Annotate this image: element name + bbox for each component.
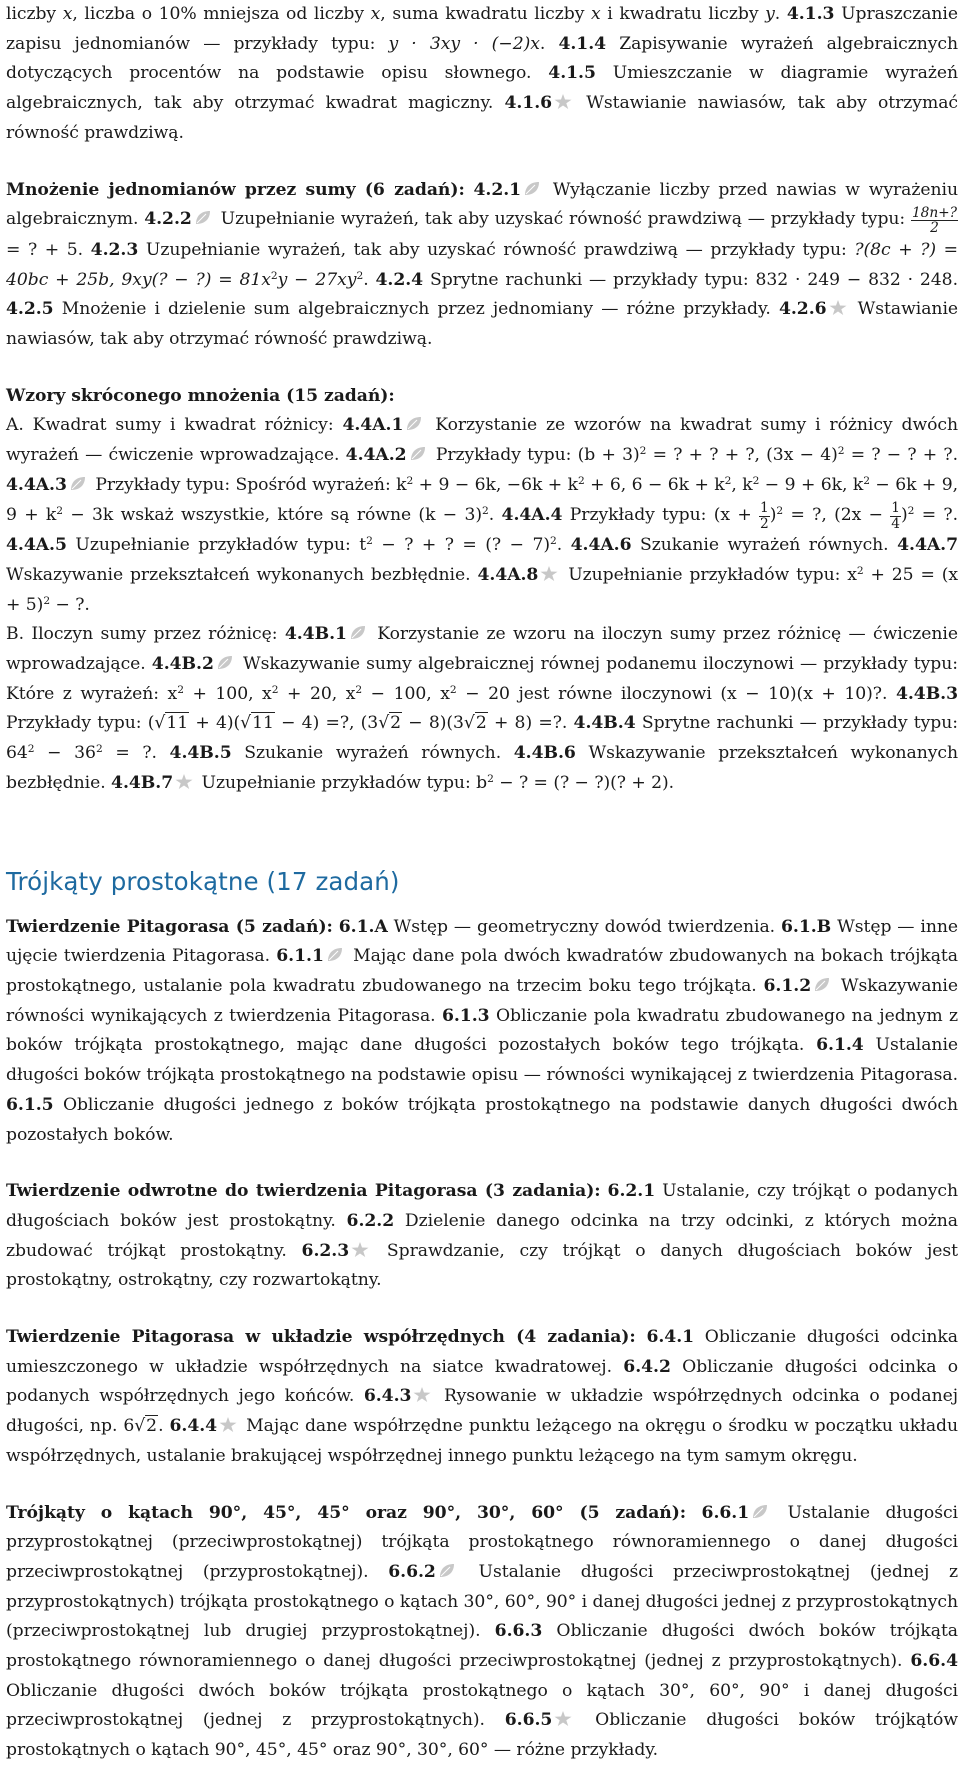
math-expression: − 100, x — [362, 683, 450, 704]
math-expression: − ? = (? − ?)(? + 2). — [493, 772, 675, 793]
task-code[interactable]: 4.1.6 — [504, 93, 553, 114]
sqrt: √2 — [134, 1416, 158, 1437]
math-expression: ?(8c + ?) = 40bc + 25b, 9xy(? − ?) = 81x — [6, 239, 958, 290]
leaf-icon — [523, 181, 541, 196]
star-icon — [413, 1387, 431, 1402]
leaf-icon — [326, 947, 344, 962]
text: i kwadratu liczby — [600, 4, 766, 24]
task-text: Wskazywanie przekształceń wykonanych bezbłędnie. — [6, 564, 478, 585]
task-text: Ustalanie, czy trójkąt o podanych długościach boków jest prostokątny. — [6, 1181, 958, 1231]
task-text: Ustalanie długości przyprostokątnej (przeciwprostokątnej) trójkąta prostokątnego równoramiennego o danej długości przeciwprostokątnej (przyprostokątnej). — [6, 1502, 958, 1582]
task-code[interactable]: 4.4A.5 — [6, 535, 67, 556]
task-text: Mając dane współrzędne punktu leżącego na okręgu o środku w początku układu współrzędnych, ustalanie brakującej współrzędnej innego punktu leżącego na tym samym okręgu. — [6, 1416, 958, 1466]
fraction-denominator: 2 — [760, 515, 769, 532]
task-code[interactable]: 4.2.4 — [375, 269, 424, 290]
task-code[interactable]: 4.1.5 — [548, 63, 596, 84]
task-text: Korzystanie ze wzorów na kwadrat sumy i różnicy dwóch wyrażeń — ćwiczenie wprowadzające. — [6, 415, 959, 466]
section-heading: Wzory skróconego mnożenia (15 zadań): — [6, 385, 395, 406]
math-expression: + 9 − 6k, −6k + k — [413, 474, 578, 495]
task-text: Rysowanie w układzie współrzędnych odcinka o podanej długości, np. 6 — [6, 1386, 958, 1437]
document-page — [6, 0, 958, 1766]
task-text: Zapisywanie wyrażeń algebraicznych dotyczących procentów na podstawie opisu słownego. — [6, 33, 959, 84]
task-code[interactable]: 6.4.2 — [623, 1356, 671, 1377]
task-code[interactable]: 6.2.3 — [301, 1240, 350, 1261]
task-code[interactable]: 6.1.B — [780, 916, 832, 937]
task-code[interactable]: 4.4B.3 — [895, 683, 959, 704]
leaf-icon — [194, 210, 212, 225]
task-code[interactable]: 6.2.2 — [346, 1210, 395, 1231]
text: . — [158, 1416, 170, 1437]
math-expression: ) — [769, 504, 777, 525]
text: . — [539, 33, 559, 54]
task-text: Uzupełnianie przykładów typu: b — [196, 772, 488, 793]
task-code[interactable]: 4.4A.6 — [570, 535, 632, 556]
section-heading: Twierdzenie Pitagorasa w układzie współrzędnych (4 zadania): — [6, 1327, 636, 1348]
text: . — [556, 535, 571, 556]
task-code[interactable]: 4.2.2 — [144, 209, 192, 230]
math-expression: + 6, 6 − 6k + k — [584, 474, 725, 495]
var-x: x — [62, 4, 73, 24]
task-text: Wskazywanie sumy algebraicznej równej podanemu iloczynowi — przykłady typu: Które z wyrażeń: x — [6, 654, 958, 704]
sqrt: √2 — [463, 713, 487, 734]
leaf-icon — [438, 1563, 456, 1578]
fraction — [890, 501, 901, 531]
task-code[interactable]: 6.1.2 — [763, 975, 812, 996]
task-code[interactable]: 6.1.1 — [276, 946, 324, 967]
math-expression: + 100, x — [183, 683, 272, 704]
task-text: Sprytne rachunki — przykłady typu: 832 · 249 − 832 · 248. — [423, 269, 958, 290]
paragraph-mnozenie-jednomianow: Mnożenie jednomianów przez sumy (6 zadań): 4.2.1 Wyłączanie liczby przed nawias w wyrażeniu algebraicznym. 4.2.2 Uzupełnianie wyrażeń, tak aby uzyskać równość prawdziwą — przykłady typu: $\frac{18n+?}{2}$ = ? + 5. 4.2.3 Uzupełnianie wyrażeń, tak aby uzyskać równość prawdziwą — przykłady typu: ?(8c + ?) = 40bc + 25b, 9xy(? − ?) = $81x^2y - 27xy^2$. 4.2.4 Sprytne rachunki — przykłady typu: 832 · 249 − 832 · 248. 4.2.5 Mnożenie i dzielenie sum algebraicznych przez jednomiany — różne przykłady. 4.2.6 Wstawianie nawiasów, tak aby otrzymać równość prawdziwą. — [6, 179, 959, 350]
sqrt: √11 — [240, 713, 274, 734]
sqrt-radicand: 2 — [475, 713, 487, 734]
subsection-label: A. Kwadrat sumy i kwadrat różnicy: — [6, 415, 343, 436]
math-expression: + 4)( — [189, 713, 241, 734]
task-code[interactable]: 4.4A.4 — [501, 504, 563, 525]
paragraph-twierdzenie-odwrotne — [6, 1177, 958, 1296]
task-text: Wstawianie nawiasów, tak aby otrzymać równość prawdziwą. — [6, 299, 959, 350]
task-code[interactable]: 4.4A.7 — [897, 535, 958, 556]
task-text: Szukanie wyrażeń równych. — [231, 743, 514, 764]
task-text: Uzupełnianie przykładów typu: x — [561, 564, 857, 585]
task-text: Wskazywanie przekształceń wykonanych bezbłędnie. — [6, 743, 958, 793]
sqrt-radicand: 11 — [252, 713, 274, 734]
task-code[interactable]: 4.4A.2 — [345, 445, 407, 466]
task-code[interactable]: 4.4B.6 — [513, 743, 576, 764]
leaf-icon — [813, 977, 831, 992]
math-expression: = ?. — [102, 743, 170, 764]
task-text: Sprawdzanie, czy trójkąt o danych długościach boków jest prostokątny, ostrokątny, czy rozwartokątny. — [6, 1240, 958, 1291]
sqrt-radicand: 11 — [166, 713, 189, 734]
task-code[interactable]: 4.4B.1 — [284, 624, 347, 645]
task-code[interactable]: 6.6.2 — [388, 1561, 436, 1582]
paragraph-twierdzenie-pitagorasa — [6, 913, 958, 1151]
task-code[interactable]: 6.6.4 — [910, 1651, 958, 1672]
fraction-numerator: 18n+? — [911, 205, 957, 222]
task-code[interactable]: 6.1.A — [338, 916, 388, 937]
leaf-icon — [349, 625, 367, 640]
task-code[interactable]: 4.4B.7 — [111, 772, 174, 793]
math-expression: + 8) =?. — [487, 713, 574, 734]
task-text: Wstawianie nawiasów, tak aby otrzymać równość prawdziwą. — [6, 93, 958, 143]
sqrt: √11 — [154, 713, 189, 734]
chapter-title: Trójkąty prostokątne (17 zadań) — [6, 866, 400, 896]
task-code[interactable]: 6.6.1 — [701, 1502, 750, 1523]
text: , suma kwadratu liczby — [380, 4, 591, 24]
task-text: Przykłady typu: (x + — [562, 504, 760, 525]
task-text: Obliczanie pola kwadratu zbudowanego na jednym z boków trójkąta prostokątnego, mając dane długości pozostałych boków tego trójkąta. — [6, 1005, 958, 1056]
task-code[interactable]: 6.1.3 — [441, 1005, 490, 1026]
math-expression: = ?. — [914, 504, 958, 525]
subsection-label: B. Iloczyn sumy przez różnicę: — [6, 624, 285, 645]
task-text: Wskazywanie równości wynikających z twierdzenia Pitagorasa. — [6, 975, 958, 1026]
math-expression: − 4) =?, (3 — [274, 713, 379, 734]
task-code[interactable]: 6.4.3 — [363, 1386, 412, 1407]
star-icon — [829, 300, 847, 315]
task-text: Wstęp — inne ujęcie twierdzenia Pitagorasa. — [6, 916, 958, 967]
star-icon — [219, 1417, 237, 1432]
task-text: Uzupełnianie wyrażeń, tak aby uzyskać równość prawdziwą — przykłady typu: — [138, 239, 855, 260]
text: . — [774, 4, 787, 24]
math-expression: − 20 jest równe iloczynowi (x − 10)(x + 10)?. — [456, 683, 896, 704]
task-code[interactable]: 4.2.5 — [6, 299, 54, 320]
task-code[interactable]: 4.1.4 — [558, 33, 607, 54]
var-x: x — [370, 4, 381, 24]
task-code[interactable]: 6.6.5 — [504, 1710, 553, 1731]
task-text: Przykłady typu: ( — [6, 713, 155, 734]
math-expression: , k — [731, 474, 753, 495]
math-expression: y − 27xy — [277, 269, 357, 290]
task-text: Wyłączanie liczby przed nawias w wyrażeniu algebraicznym. — [6, 179, 958, 230]
var-x: x — [590, 4, 601, 24]
task-text: Sprytne rachunki — przykłady typu: 64 — [6, 713, 958, 764]
math-expression: = ? + 5. — [6, 239, 91, 260]
leaf-icon — [405, 416, 423, 431]
task-code[interactable]: 6.2.1 — [607, 1181, 656, 1202]
task-text: Obliczanie długości jednego z boków trójkąta prostokątnego na podstawie danych długości dwóch pozostałych boków. — [6, 1094, 958, 1145]
math-expression: = ? − ? + ?. — [844, 445, 959, 466]
paragraph-uklad-wspolrzednych — [6, 1323, 958, 1472]
task-text: Szukanie wyrażeń równych. — [631, 535, 898, 556]
math-expression: = ? + ? + ?, (3x − 4) — [646, 445, 838, 466]
task-text: Umieszczanie w diagramie wyrażeń algebraicznych, tak aby otrzymać kwadrat magiczny. — [6, 63, 958, 114]
math-expression: y · 3xy · (−2)x — [388, 33, 540, 54]
math-expression: − 9 + 6k, k — [759, 474, 864, 495]
task-text: Korzystanie ze wzoru na iloczyn sumy przez różnicę — ćwiczenie wprowadzające. — [6, 624, 958, 675]
task-text: Ustalanie długości boków trójkąta prostokątnego na podstawie opisu — równości wynikającej z twierdzenia Pitagorasa. — [6, 1035, 959, 1086]
task-code[interactable]: 6.1.5 — [6, 1094, 54, 1115]
math-expression: + 25 = (x + 5) — [6, 564, 958, 615]
task-code[interactable]: 6.4.4 — [169, 1416, 218, 1437]
star-icon — [554, 94, 572, 109]
text: liczby — [6, 4, 63, 24]
task-text: Dzielenie danego odcinka na trzy odcinki, z których można zbudować trójkąt prostokątny. — [6, 1210, 958, 1261]
star-icon — [175, 774, 193, 789]
star-icon — [554, 1711, 572, 1726]
math-expression: ) — [901, 504, 908, 525]
fraction-denominator: 2 — [930, 220, 939, 237]
paragraph-jednomiany — [6, 0, 958, 149]
section-heading: Trójkąty o kątach 90°, 45°, 45° oraz 90°, 30°, 60° (5 zadań): — [6, 1502, 687, 1523]
task-code[interactable]: 4.4A.8 — [477, 564, 539, 585]
paragraph-trojkaty-o-katach — [6, 1499, 958, 1766]
task-text: Obliczanie długości dwóch boków trójkąta prostokątnego równoramiennego o danej długości przeciwprostokątnej (jednej z przyprostokątnych). — [6, 1621, 958, 1672]
task-code[interactable]: 4.4B.5 — [169, 743, 232, 764]
text: . — [488, 504, 502, 525]
section-heading: Twierdzenie Pitagorasa (5 zadań): — [6, 916, 333, 937]
sqrt-radicand: 2 — [390, 713, 401, 734]
section-heading: Twierdzenie odwrotne do twierdzenia Pitagorasa (3 zadania): — [6, 1181, 601, 1202]
task-text: Obliczanie długości odcinka o podanych współrzędnych jego końców. — [6, 1356, 958, 1407]
leaf-icon — [409, 446, 427, 461]
fraction — [759, 501, 770, 531]
text: , liczba o 10% mniejsza od liczby — [72, 4, 371, 24]
task-text: Upraszczanie zapisu jednomianów — przykłady typu: — [6, 4, 958, 54]
task-code[interactable]: 4.2.1 — [473, 179, 522, 200]
task-text: Mając dane pola dwóch kwadratów zbudowanych na bokach trójkąta prostokątnego, ustalanie pola kwadratu zbudowanego na trzecim boku tego trójkąta. — [6, 946, 958, 996]
task-text: Mnożenie i dzielenie sum algebraicznych przez jednomiany — różne przykłady. — [53, 299, 779, 320]
task-text: Obliczanie długości boków trójkątów prostokątnych o kątach 90°, 45°, 45° oraz 90°, 30°, 60° — różne przykłady. — [6, 1710, 958, 1761]
math-expression: − 3k wskaż wszystkie, które są równe (k − 3) — [63, 504, 483, 525]
leaf-icon — [751, 1504, 769, 1519]
task-code[interactable]: 4.4B.2 — [151, 654, 214, 675]
star-icon — [540, 566, 558, 581]
sqrt: √2 — [378, 713, 401, 734]
math-expression: + 20, x — [278, 683, 356, 704]
task-code[interactable]: 4.2.6 — [778, 299, 827, 320]
leaf-icon — [216, 655, 234, 670]
section-heading: Mnożenie jednomianów przez sumy (6 zadań): — [6, 179, 465, 200]
math-expression: − 36 — [34, 743, 96, 764]
text: . — [363, 269, 376, 290]
fraction-numerator: 1 — [891, 500, 900, 517]
task-code[interactable]: 4.4A.3 — [6, 474, 67, 495]
math-expression: − ? + ? = (? − 7) — [372, 535, 550, 556]
sqrt-radicand: 2 — [146, 1416, 158, 1437]
task-text: Uzupełnianie wyrażeń, tak aby uzyskać równość prawdziwą — przykłady typu: — [214, 209, 911, 230]
task-text: Ustalanie długości przeciwprostokątnej (jednej z przyprostokątnych) trójkąta prostokątnego o kątach 30°, 60°, 90° i danej długości jednej z przyprostokątnych (przeciwprostokątnej lub drugiej przyprostokątnej). — [6, 1561, 958, 1642]
task-text: Wstęp — geometryczny dowód twierdzenia. — [387, 916, 781, 937]
task-code[interactable]: 4.1.3 — [786, 4, 835, 24]
task-text: Obliczanie długości odcinka umieszczonego w układzie współrzędnych na siatce kwadratowej. — [6, 1327, 958, 1377]
math-expression: = ?, (2x − — [783, 504, 891, 525]
fraction-numerator: 1 — [760, 500, 769, 517]
fraction-denominator: 4 — [891, 515, 900, 532]
task-code[interactable]: 6.4.1 — [646, 1327, 695, 1348]
task-text: Przykłady typu: Spośród wyrażeń: k — [89, 474, 407, 495]
fraction — [911, 206, 958, 236]
task-text: Obliczanie długości dwóch boków trójkąta prostokątnego o kątach 30°, 60°, 90° i danej długości przeciwprostokątnej (jednej z przyprostokątnych). — [6, 1680, 958, 1731]
math-expression: − 6k + 9, 9 + k — [6, 474, 958, 525]
var-y: y — [765, 4, 775, 24]
task-code[interactable]: 6.1.4 — [816, 1035, 864, 1056]
task-text: Uzupełnianie przykładów typu: t — [66, 535, 367, 556]
math-expression: − 8)(3 — [401, 713, 464, 734]
paragraph-wzory-skroconego-mnozenia: Wzory skróconego mnożenia (15 zadań): A. Kwadrat sumy i kwadrat różnicy: 4.4A.1 Korzystanie ze wzorów na kwadrat sumy i różnicy dwóch wyrażeń — ćwiczenie wprowadzające. 4.4A.2 Przykłady typu: $(b + 3)^2$ = ? + ? + ?, $(3x - 4)^2$ = ? − ? + ?. 4.4A.3 Przykłady typu: Spośród wyrażeń: $k^2 + 9 - 6k$, $-6k + k^2 + 6$, $6 - 6k + k^2$, $k^2 - 9 + 6k$, $k^2 - 6k + 9$, $9 + k^2 - 3k$ wskaż wszystkie, które są równe $(k - 3)^2$. 4.4A.4 Przykłady typu: (x + $\frac{1}{2}$ )$^2$ = ?, (2x − $\frac{1}{4}$ )$^2$ = ?. 4.4A.5 Uzupełnianie przykładów typu: $t^2$ − ? + ? = (? − 7)$^2$. 4.4A.6 Szukanie wyrażeń równych. 4.4A.7 Wskazywanie przekształceń wykonanych bezbłędnie. 4.4A.8 Uzupełnianie przykładów typu: $x^2 + 25 = (x + 5)^2$ − ?. B. Iloczyn sumy przez różnicę: 4.4B.1 Korzystanie ze wzoru na iloczyn sumy przez różnicę — ćwiczenie wprowadzające. 4.4B.2 Wskazywanie sumy algebraicznej równej podanemu iloczynowi — przykłady typu: Które z wyrażeń: $x^2 + 100$, $x^2 + 20$, $x^2 - 100$, $x^2 - 20$ jest równe iloczynowi (x − 10)(x + 10)?. 4.4B.3 Przykłady typu: (√11 + 4)(√11 − 4) =?, (3√2 − 8)(3√2 + 8) =?. 4.4B.4 Sprytne rachunki — przykłady typu: $64^2 - 36^2$ = ?. 4.4B.5 Szukanie wyrażeń równych. 4.4B.6 Wskazywanie przekształceń wykonanych bezbłędnie. 4.4B.7 Uzupełnianie przykładów typu: $b^2$ − ? = (? − ?)(? + 2). — [6, 385, 959, 793]
task-code[interactable]: 4.4A.1 — [342, 415, 404, 436]
math-expression: − ?. — [50, 594, 90, 615]
leaf-icon — [69, 476, 87, 491]
task-text: Przykłady typu: (b + 3) — [429, 445, 640, 466]
task-code[interactable]: 4.2.3 — [90, 239, 139, 260]
task-code[interactable]: 6.6.3 — [494, 1621, 543, 1642]
task-code[interactable]: 4.4B.4 — [573, 713, 636, 734]
star-icon — [351, 1242, 369, 1257]
